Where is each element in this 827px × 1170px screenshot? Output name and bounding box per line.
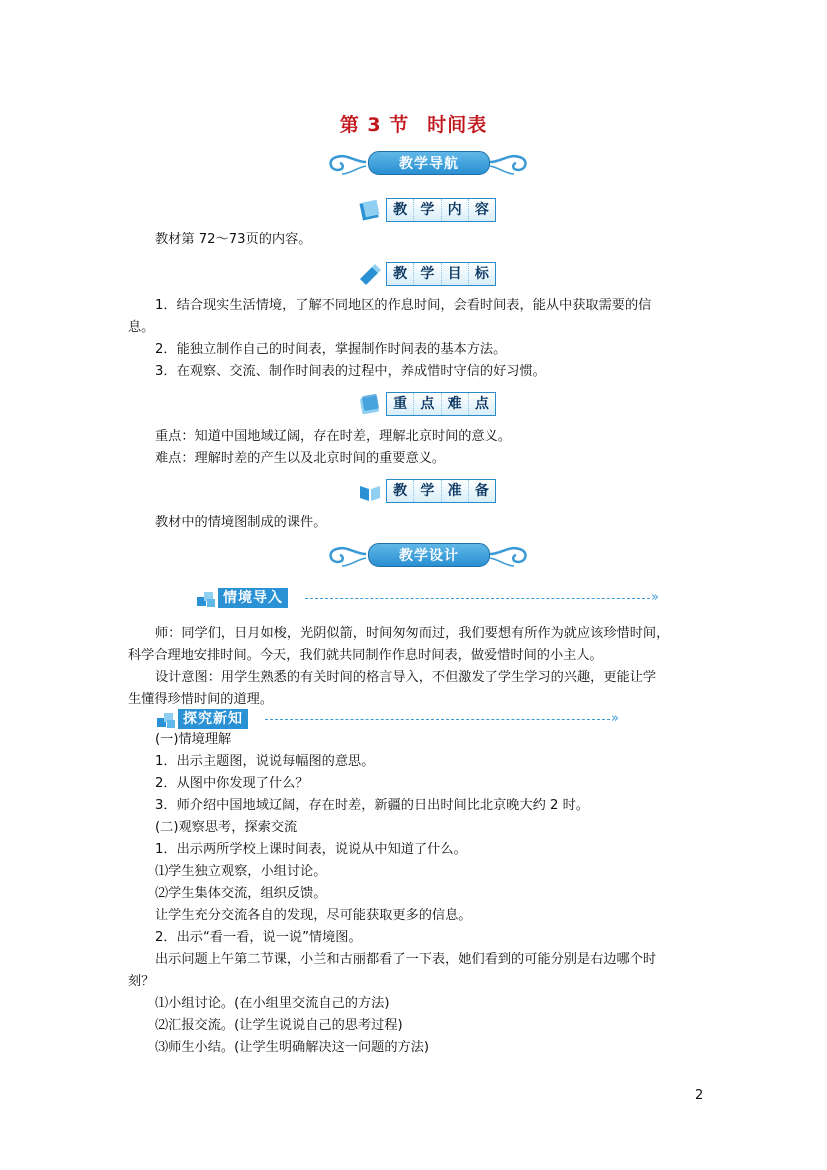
goal-1: 1．结合现实生活情境，了解不同地区的作息时间，会看时间表，能从中获取需要的信 (155, 298, 652, 313)
section-number: 第 3 节 (339, 114, 410, 136)
prep-text: 教材中的情境图制成的课件。 (155, 515, 327, 530)
section-label: 情境导入 (218, 588, 288, 608)
goal-3: 3．在观察、交流、制作时间表的过程中，养成惜时守信的好习惯。 (155, 364, 546, 379)
explore-line: 让学生充分交流各自的发现，尽可能获取更多的信息。 (155, 908, 472, 923)
explore-line: ⑵汇报交流。(让学生说说自己的思考过程) (155, 1018, 403, 1033)
banner-label: 教学设计 (399, 548, 459, 564)
design-intent-1: 设计意图：用学生熟悉的有关时间的格言导入，不但激发了学生学习的兴趣，更能让学 (155, 670, 657, 685)
cubes-icon (195, 589, 217, 609)
section-label: 探究新知 (178, 709, 248, 729)
section-explore (155, 709, 625, 731)
goal-2: 2．能独立制作自己的时间表，掌握制作时间表的基本方法。 (155, 342, 507, 357)
explore-line: ⑴小组讨论。(在小组里交流自己的方法) (155, 996, 390, 1011)
arrow-icon: » (611, 711, 619, 726)
banner-label: 教学导航 (399, 156, 459, 172)
key-point: 重点：知道中国地域辽阔，存在时差，理解北京时间的意义。 (155, 429, 512, 444)
cubes-icon (155, 710, 177, 730)
explore-line: 1．出示主题图，说说每幅图的意思。 (155, 754, 375, 769)
notebook-icon (358, 393, 382, 415)
page-title (0, 110, 827, 137)
explore-line: (二)观察思考，探索交流 (155, 820, 298, 835)
book-icon (358, 199, 382, 221)
banner-teaching-design (326, 540, 530, 570)
explore-line: (一)情境理解 (155, 732, 232, 747)
explore-line: 3．师介绍中国地域辽阔，存在时差，新疆的日出时间比北京晚大约 2 时。 (155, 798, 589, 813)
explore-line: 2．从图中你发现了什么？ (155, 776, 309, 791)
open-book-icon (358, 480, 382, 502)
explore-line: ⑴学生独立观察，小组讨论。 (155, 864, 327, 879)
explore-line: 1．出示两所学校上课时间表，说说从中知道了什么。 (155, 842, 467, 857)
difficult-point: 难点：理解时差的产生以及北京时间的重要意义。 (155, 451, 446, 466)
pencil-icon (358, 263, 382, 285)
goal-1-cont: 息。 (128, 320, 155, 335)
design-intent-2: 生懂得珍惜时间的道理。 (128, 692, 274, 707)
page-number: 2 (695, 1088, 704, 1103)
content-text: 教材第 72～73页的内容。 (155, 232, 312, 247)
banner-teaching-guide (326, 148, 530, 178)
explore-line: ⑵学生集体交流，组织反馈。 (155, 886, 327, 901)
section-name: 时间表 (427, 114, 488, 136)
explore-line: 2．出示“看一看，说一说”情境图。 (155, 930, 362, 945)
intro-line-2: 科学合理地安排时间。今天，我们就共同制作作息时间表，做爱惜时间的小主人。 (128, 648, 603, 663)
intro-line-1: 师：同学们，日月如梭，光阴似箭，时间匆匆而过，我们要想有所作为就应该珍惜时间， (155, 626, 670, 641)
section-intro (195, 588, 665, 610)
explore-line: 出示问题上午第二节课，小兰和古丽都看了一下表，她们看到的可能分别是右边哪个时 (155, 952, 657, 967)
explore-line: 刻？ (128, 974, 155, 989)
arrow-icon: » (651, 590, 659, 605)
explore-line: ⑶师生小结。(让学生明确解决这一问题的方法) (155, 1040, 430, 1055)
